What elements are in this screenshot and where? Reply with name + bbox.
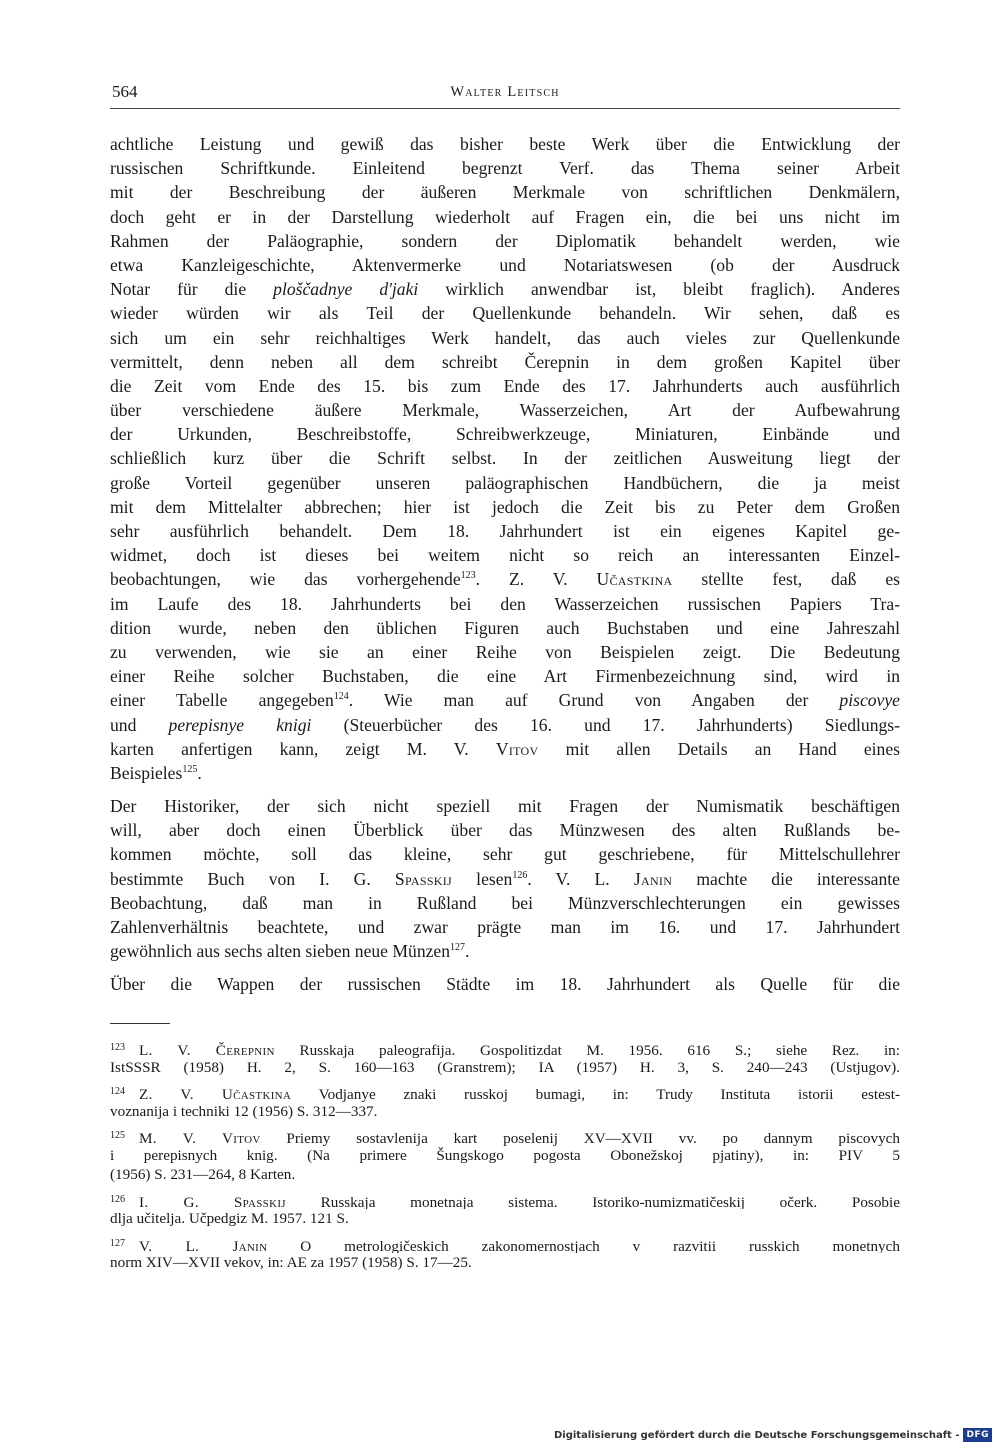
text-line: (1956) S. 231—264, 8 Karten. — [110, 1166, 296, 1183]
text-line: achtliche Leistung und gewiß das bisher beste Werk über die Entwicklung der — [110, 134, 900, 154]
text-line: einer Reihe solcher Buchstaben, die eine Art Firmenbezeichnung sind, wird in — [110, 666, 900, 687]
text-line: und perepisnye knigi (Steuerbücher des 16. und 17. Jahrhunderts) Siedlungs- — [110, 714, 900, 735]
italic-term: ploščadnye d'jaki — [273, 279, 419, 300]
author-name: M. V. Vitov — [139, 1130, 261, 1146]
text-line: dlja učitelja. Učpedgiz M. 1957. 121 S. — [110, 1210, 349, 1227]
paragraph-3 — [110, 972, 900, 996]
text-line: Notar für die ploščadnye d'jaki wirklich anwendbar ist, bleibt fraglich). Anderes — [110, 279, 900, 300]
italic-term: piscovye — [839, 690, 900, 711]
footnote: $^{123}$ L. V. Čerepnin Russkaja paleografija. Gospolitizdat M. 1956. 616 S.; siehe Rez. in: IstSSSR (1958) H. 2, S. 160—163 (Granstrem); IA (1957) H. 3, S. 240—243 (Ustjugov). — [110, 1042, 900, 1076]
footnote: $^{125}$ M. V. Vitov Priemy sostavlenija kart poselenij XV—XVII vv. po dannym piscovych i perepisnych knig. (Na primere Šungskogo pogosta Obonežskoj pjatiny), in: PIV 5 (1956) S. 231—264, 8 Karten. — [110, 1130, 900, 1183]
body-text — [110, 132, 900, 1006]
text-line: Beispieles$^{125}$. — [110, 762, 202, 783]
digitization-footer — [554, 1425, 992, 1445]
text-line: etwa Kanzleigeschichte, Aktenvermerke und Notariatswesen (ob der Ausdruck — [110, 254, 900, 275]
text-line: i perepisnych knig. (Na primere Šungskogo pogosta Obonežskoj pjatiny), in: PIV 5 — [110, 1146, 900, 1164]
text-line: gewöhnlich aus sechs alten sieben neue Münzen$^{127}$. — [110, 941, 470, 962]
text-line: kommen möchte, soll das kleine, sehr gut geschriebene, für Mittelschullehrer — [110, 844, 900, 865]
text-line: sich um ein sehr reichhaltiges Werk handelt, das auch vieles zur Quellenkunde — [110, 327, 900, 348]
text-line: karten anfertigen kann, zeigt M. V. Vitov mit allen Details an Hand eines — [110, 738, 900, 759]
text-line: im Laufe des 18. Jahrhunderts bei den Wasserzeichen russischen Papiers Tra- — [110, 593, 900, 614]
footnotes — [110, 1038, 900, 1278]
author-name: L. V. Čerepnin — [139, 1042, 275, 1058]
italic-term: perepisnye knigi — [168, 714, 312, 735]
page-number: 564 — [112, 82, 138, 101]
footnote: $^{126}$ I. G. Spasskij Russkaja monetnaja sistema. Istoriko-numizmatičeskij očerk. Posobie dlja učitelja. Učpedgiz M. 1957. 121 S. — [110, 1193, 900, 1227]
text-line: wieder würden wir als Teil der Quellenkunde behandeln. Wir sehen, daß es — [110, 303, 900, 324]
author-name: Spasskij — [394, 868, 453, 889]
text-line: beobachtungen, wie das vorhergehende$^{123}$. Z. V. Učastkina stellte fest, daß es — [110, 569, 900, 590]
footnote-number: 124 — [110, 1086, 125, 1097]
text-line: Über die Wappen der russischen Städte im 18. Jahrhundert als Quelle für die — [110, 974, 900, 995]
text-line: norm XIV—XVII vekov, in: AE za 1957 (1958) S. 17—25. — [110, 1254, 472, 1271]
author-name: Z. V. Učastkina — [139, 1086, 292, 1102]
author-name: V. L. Janin — [139, 1237, 268, 1253]
running-header — [110, 78, 900, 109]
text-line: mit der Beschreibung der äußeren Merkmale von schriftlichen Denkmälern, — [110, 182, 900, 203]
running-title: Walter Leitsch — [450, 84, 560, 100]
text-line: über verschiedene äußere Merkmale, Wasserzeichen, Art der Aufbewahrung — [110, 400, 900, 421]
text-line: Der Historiker, der sich nicht speziell mit Fragen der Numismatik beschäftigen — [110, 796, 900, 817]
footnote-ref: 126 — [512, 869, 528, 881]
text-line: sehr ausführlich behandelt. Dem 18. Jahrhundert ist ein eigenes Kapitel ge- — [110, 521, 900, 541]
footnote-ref: 125 — [182, 763, 198, 775]
paragraph-2 — [110, 794, 900, 963]
text-line: mit dem Mittelalter abbrechen; hier ist jedoch die Zeit bis zu Peter dem Großen — [110, 496, 900, 517]
text-line: IstSSSR (1958) H. 2, S. 160—163 (Granstrem); IA (1957) H. 3, S. 240—243 (Ustjugov). — [110, 1058, 900, 1076]
text-line: schließlich kurz über die Schrift selbst. In der zeitlichen Ausweitung liegt der — [110, 448, 900, 469]
author-name: Vitov — [495, 738, 539, 759]
text-line: die Zeit vom Ende des 15. bis zum Ende des 17. Jahrhunderts auch ausführlich — [110, 375, 900, 396]
text-line: Rahmen der Paläographie, sondern der Diplomatik behandelt werden, wie — [110, 230, 900, 251]
footnote: $^{127}$ V. L. Janin O metrologičeskich zakonomernostjach v razvitii russkich monetnych norm XIV—XVII vekov, in: AE za 1957 (1958) S. 17—25. — [110, 1237, 900, 1271]
footnote-ref: 124 — [333, 691, 349, 703]
text-line: einer Tabelle angegeben$^{124}$. Wie man auf Grund von Angaben der piscovye — [110, 690, 900, 711]
text-line: zu verwenden, wie sie an einer Reihe von Beispielen zeigt. Die Bedeutung — [110, 641, 900, 662]
text-line: will, aber doch einen Überblick über das Münzwesen des alten Rußlands be- — [110, 820, 900, 841]
text-line: große Vorteil gegenüber unseren paläographischen Handbüchern, die ja meist — [110, 472, 900, 493]
text-line: Zahlenverhältnis beachtete, und zwar prägte man im 16. und 17. Jahrhundert — [110, 917, 900, 937]
text-line: Beobachtung, daß man in Rußland bei Münzverschlechterungen ein gewisses — [110, 892, 900, 913]
footnote-ref: 127 — [450, 942, 466, 954]
footnote-rule — [110, 1023, 170, 1024]
footnote: $^{124}$ Z. V. Učastkina Vodjanye znaki russkoj bumagi, in: Trudy Instituta istorii estest- voznanija i techniki 12 (1956) S. 312—337. — [110, 1086, 900, 1120]
text-line: bestimmte Buch von I. G. Spasskij lesen$^{126}$. V. L. Janin machte die interessante — [110, 868, 900, 889]
text-line: voznanija i techniki 12 (1956) S. 312—337. — [110, 1102, 378, 1120]
footnote-number: 126 — [110, 1193, 125, 1205]
author-name: I. G. Spasskij — [139, 1193, 286, 1209]
footnote-ref: 123 — [460, 570, 476, 582]
text-line: doch geht er in der Darstellung wiederholt auf Fragen ein, die bei uns nicht im — [110, 206, 900, 227]
text-line: dition wurde, neben den üblichen Figuren auch Buchstaben und eine Jahreszahl — [110, 617, 900, 638]
footnote-number: 123 — [110, 1042, 125, 1053]
footnote-number: 125 — [110, 1130, 125, 1141]
text-line: russischen Schriftkunde. Einleitend begrenzt Verf. das Thema seiner Arbeit — [110, 158, 900, 179]
text-line: vermittelt, denn neben all dem schreibt Čerepnin in dem großen Kapitel über — [110, 351, 900, 372]
footer-text: Digitalisierung gefördert durch die Deutsche Forschungsgemeinschaft - — [553, 1429, 960, 1441]
dfg-logo: DFG — [963, 1428, 992, 1442]
author-name: Učastkina — [596, 569, 673, 590]
author-name: Janin — [633, 868, 673, 889]
paragraph-1 — [110, 132, 900, 785]
text-line: der Urkunden, Beschreibstoffe, Schreibwerkzeuge, Miniaturen, Einbände und — [110, 424, 900, 445]
text-line: widmet, doch ist dieses bei weitem nicht so reich an interessanten Einzel- — [110, 545, 900, 566]
footnote-number: 127 — [110, 1237, 125, 1249]
